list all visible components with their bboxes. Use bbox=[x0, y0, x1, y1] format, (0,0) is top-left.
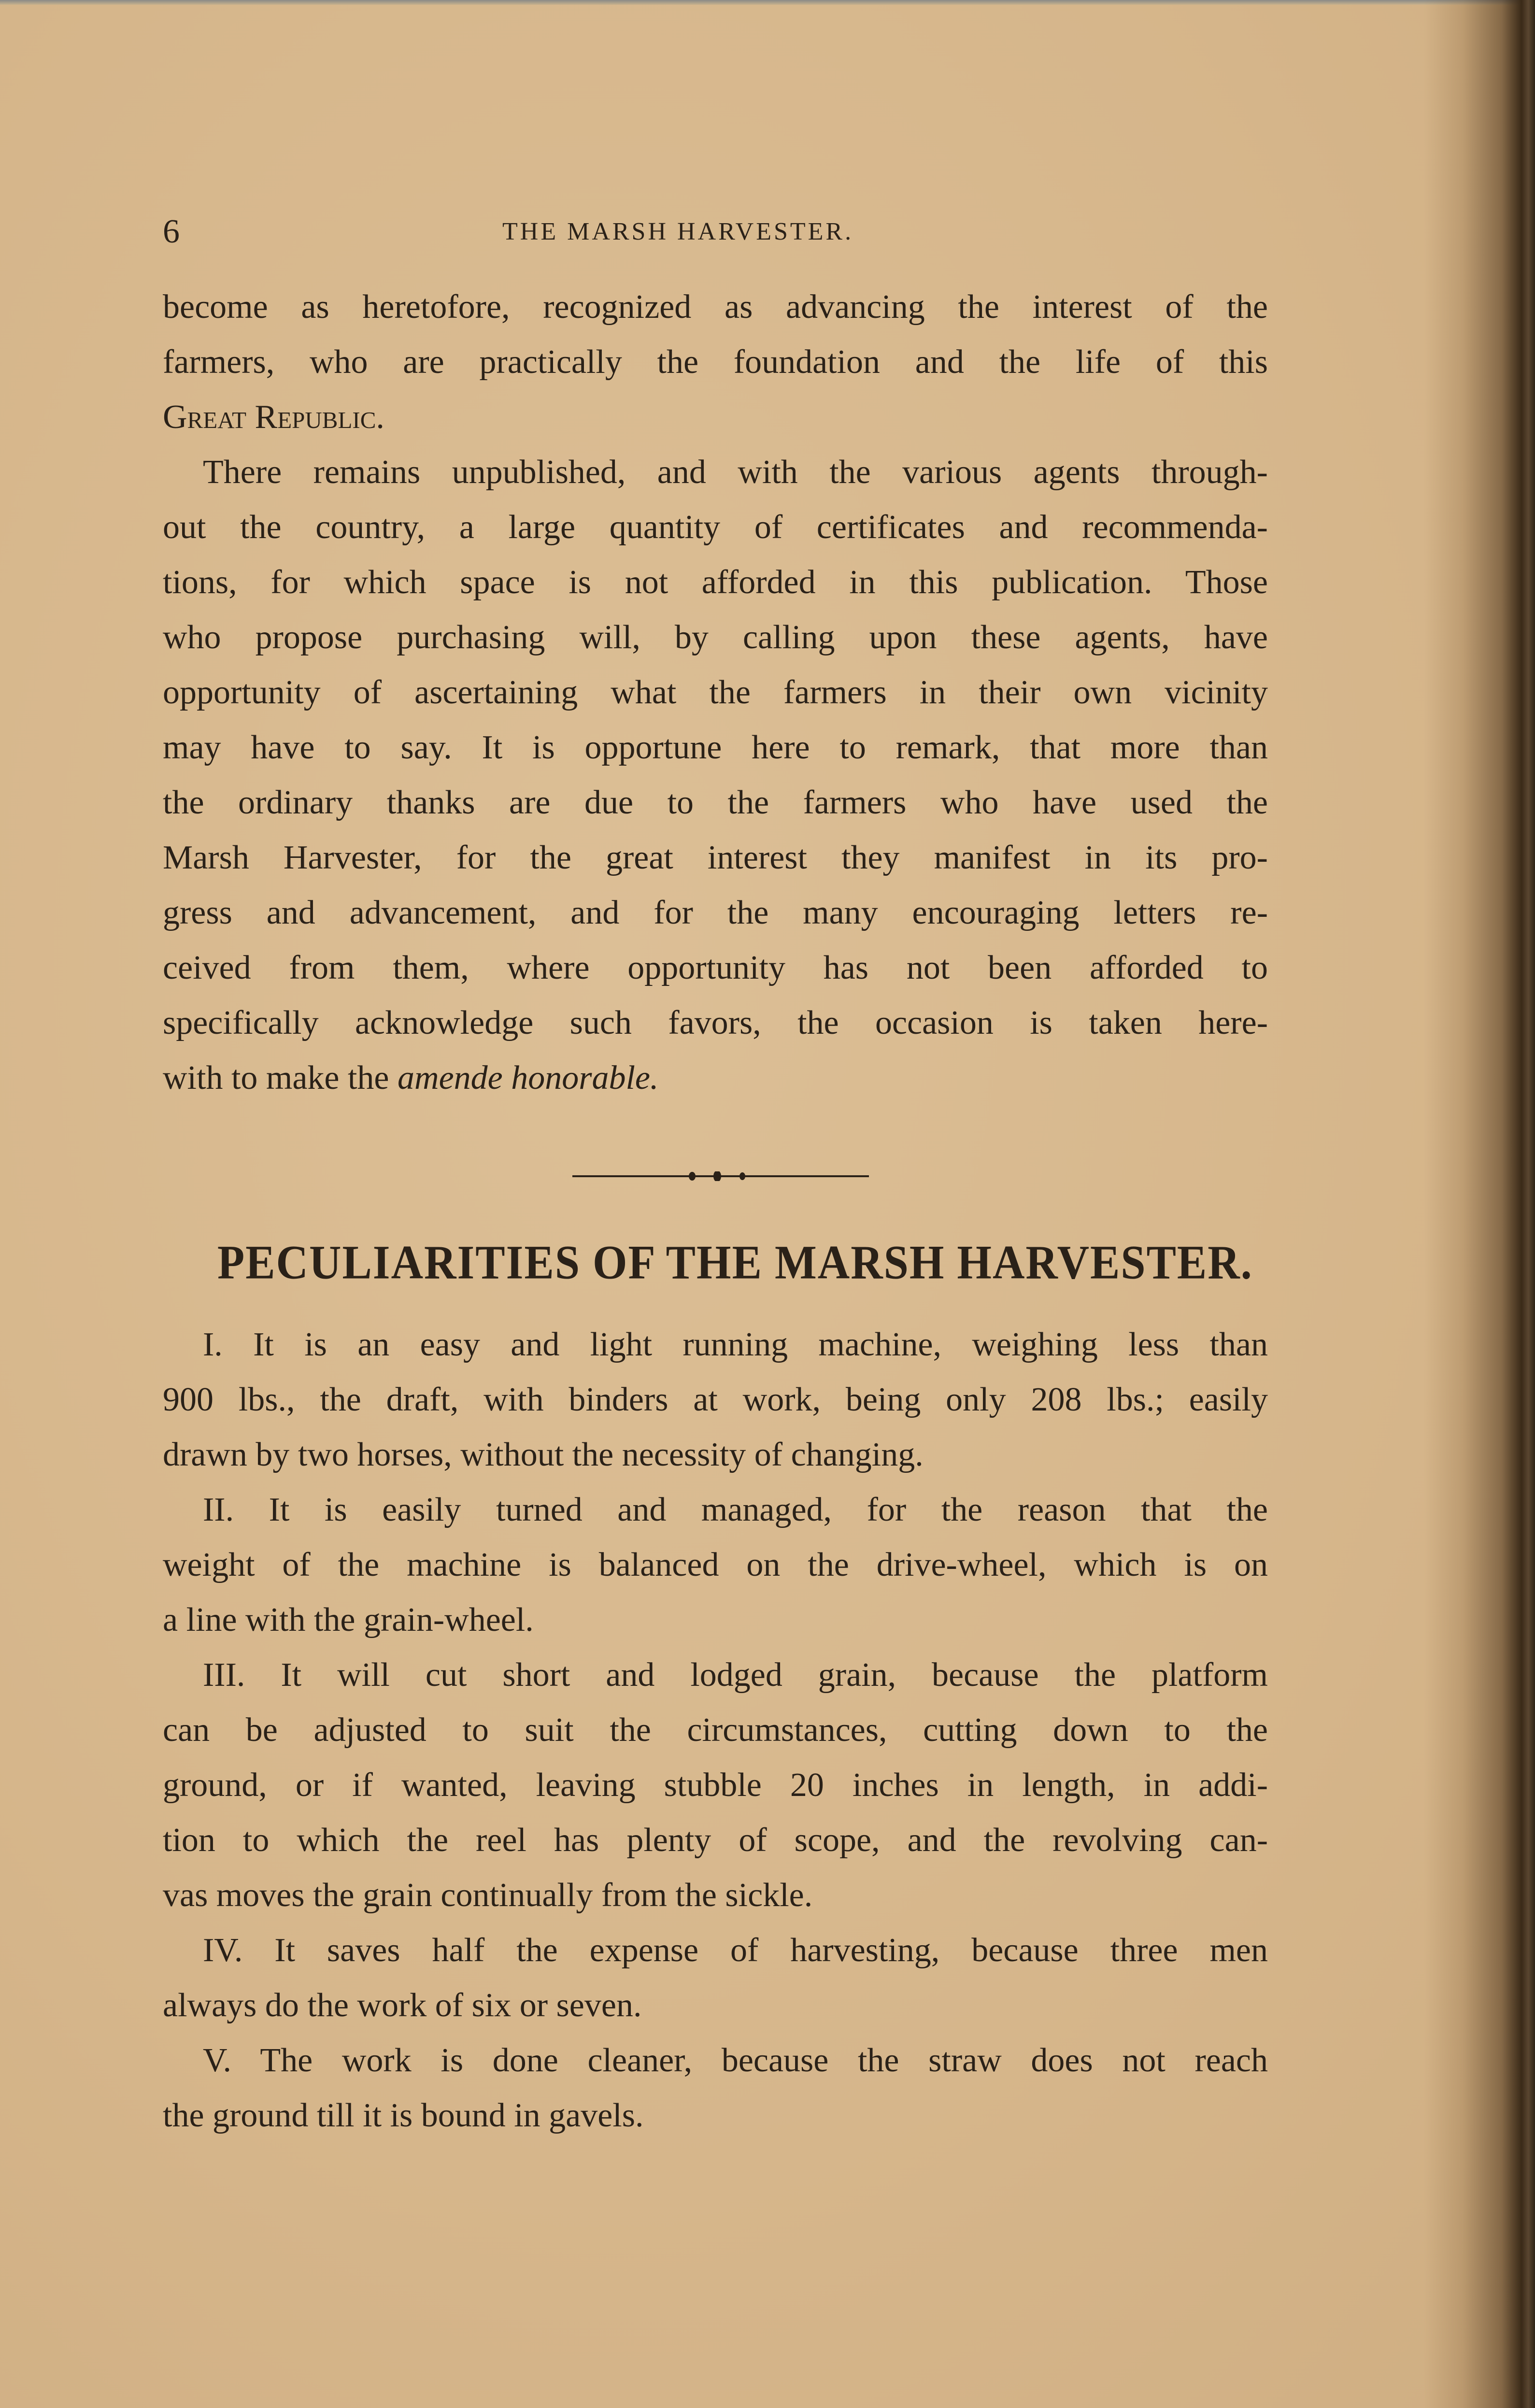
page-number: 6 bbox=[163, 213, 180, 250]
text-line: may have to say. It is opportune here to remark, that more than bbox=[163, 729, 1268, 766]
text-line: specifically acknowledge such favors, the occasion is taken here- bbox=[163, 1004, 1268, 1041]
text-line: can be adjusted to suit the circumstances, cutting down to the bbox=[163, 1711, 1268, 1749]
small-caps-text: Great Republic. bbox=[163, 399, 384, 436]
text-line: the ground till it is bound in gavels. bbox=[163, 2097, 644, 2134]
text-line: weight of the machine is balanced on the drive-wheel, which is on bbox=[163, 1546, 1268, 1583]
text-line: gress and advancement, and for the many encouraging letters re- bbox=[163, 894, 1268, 931]
text-line: 900 lbs., the draft, with binders at work, being only 208 lbs.; easily bbox=[163, 1381, 1268, 1418]
text-line: There remains unpublished, and with the various agents through- bbox=[203, 454, 1268, 491]
intro-paragraphs bbox=[163, 280, 1268, 1106]
text-line: become as heretofore, recognized as advancing the interest of the bbox=[163, 288, 1268, 326]
text-line bbox=[163, 1051, 1268, 1106]
text-line: ceived from them, where opportunity has not been afforded to bbox=[163, 949, 1268, 986]
running-title: THE MARSH HARVESTER. bbox=[502, 218, 854, 245]
text-line: V. The work is done cleaner, because the straw does not reach bbox=[203, 2042, 1268, 2079]
text-line: tion to which the reel has plenty of scope, and the revolving can- bbox=[163, 1822, 1268, 1859]
ornamental-divider bbox=[572, 1171, 869, 1181]
text-line: always do the work of six or seven. bbox=[163, 1987, 642, 2024]
text-line: vas moves the grain continually from the sickle. bbox=[163, 1877, 813, 1914]
peculiarities-list bbox=[163, 1317, 1268, 2143]
text-line: tions, for which space is not afforded in this publication. Those bbox=[163, 564, 1268, 601]
text-line: IV. It saves half the expense of harvesting, because three men bbox=[203, 1932, 1268, 1969]
text-line: farmers, who are practically the foundation and the life of this bbox=[163, 343, 1268, 381]
text-line: I. It is an easy and light running machine, weighing less than bbox=[203, 1326, 1268, 1363]
text-line: who propose purchasing will, by calling upon these agents, have bbox=[163, 619, 1268, 656]
text-line bbox=[163, 390, 1268, 445]
text-line: a line with the grain-wheel. bbox=[163, 1601, 534, 1639]
text-line: the ordinary thanks are due to the farmers who have used the bbox=[163, 784, 1268, 821]
text-line: opportunity of ascertaining what the farmers in their own vicinity bbox=[163, 674, 1268, 711]
text-line: drawn by two horses, without the necessity of changing. bbox=[163, 1436, 924, 1473]
text-line: ground, or if wanted, leaving stubble 20 inches in length, in addi- bbox=[163, 1767, 1268, 1804]
text-line: out the country, a large quantity of certificates and recommenda- bbox=[163, 509, 1268, 546]
book-binding-shadow bbox=[1424, 0, 1535, 2408]
text-line: III. It will cut short and lodged grain, because the platform bbox=[203, 1656, 1268, 1694]
text-line: II. It is easily turned and managed, for the reason that the bbox=[203, 1491, 1268, 1528]
italic-text: amende honorable. bbox=[398, 1059, 659, 1097]
page-top-edge bbox=[0, 0, 1535, 5]
line-text: with to make the bbox=[163, 1059, 398, 1097]
section-heading: PECULIARITIES OF THE MARSH HARVESTER. bbox=[217, 1235, 1253, 1289]
text-line: Marsh Harvester, for the great interest they manifest in its pro- bbox=[163, 839, 1268, 876]
